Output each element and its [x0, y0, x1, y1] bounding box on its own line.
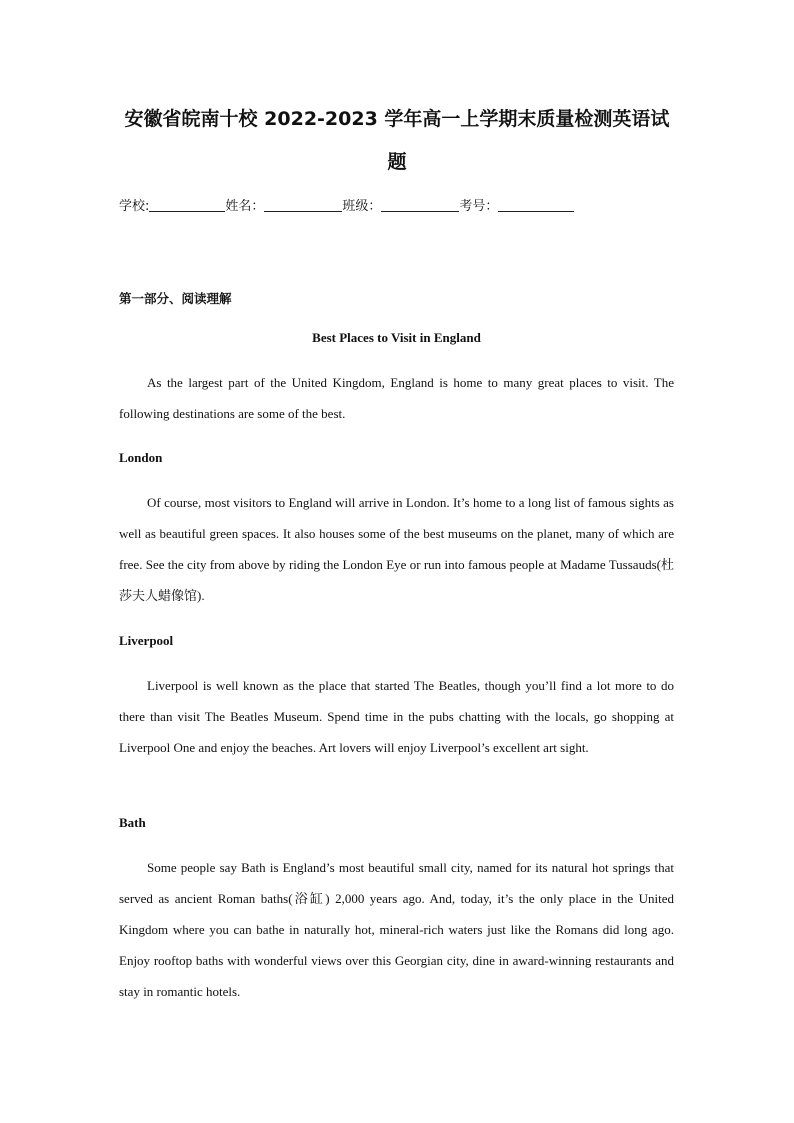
school-blank[interactable] — [149, 199, 225, 212]
paragraph-liverpool: Liverpool is well known as the place that started The Beatles, though you’ll find a lot more to do there than visit The Beatles Museum. Spend time in the pubs chatting with the locals, go shopping at Liverpool One and enjoy the beaches. Art lovers will enjoy Liverpool’s excellent art sight. — [119, 678, 674, 755]
section-label: 第一部分、阅读理解 — [119, 291, 232, 306]
paragraph-bath: Some people say Bath is England’s most beautiful small city, named for its natural hot springs that served as ancient Roman baths(浴缸) 2,000 years ago. And, today, it’s the only place in the United Kingdom where you can bathe in naturally hot, mineral-rich waters just like the Romans did long ago. Enjoy rooftop baths with wonderful views over this Georgian city, dine in award-winning restaurants and stay in romantic hotels. — [119, 860, 674, 999]
name-blank[interactable] — [264, 199, 342, 212]
document-title-line-1: 安徽省皖南十校 2022-2023 学年高一上学期末质量检测英语试 — [124, 108, 670, 130]
class-blank[interactable] — [381, 199, 459, 212]
document-title-line-2: 题 — [387, 151, 407, 173]
section-heading-liverpool: Liverpool — [119, 633, 174, 648]
section-heading-london: London — [119, 450, 163, 465]
class-label: 班级： — [342, 199, 382, 214]
student-info-line — [119, 194, 574, 214]
intro-paragraph: As the largest part of the United Kingdom, England is home to many great places to visit. The following destinations are some of the best. — [119, 375, 674, 421]
school-label: 学校: — [119, 199, 150, 214]
exam-number-label: 考号： — [459, 199, 499, 214]
paragraph-london: Of course, most visitors to England will arrive in London. It’s home to a long list of famous sights as well as beautiful green spaces. It also houses some of the best museums on the planet, many of which are free. See the city from above by riding the London Eye or run into famous people at Madame Tussauds(杜莎夫人蜡像馆). — [119, 495, 674, 603]
article-title: Best Places to Visit in England — [312, 330, 481, 345]
section-heading-bath: Bath — [119, 815, 146, 830]
exam-number-blank[interactable] — [498, 199, 574, 212]
name-label: 姓名： — [225, 199, 265, 214]
